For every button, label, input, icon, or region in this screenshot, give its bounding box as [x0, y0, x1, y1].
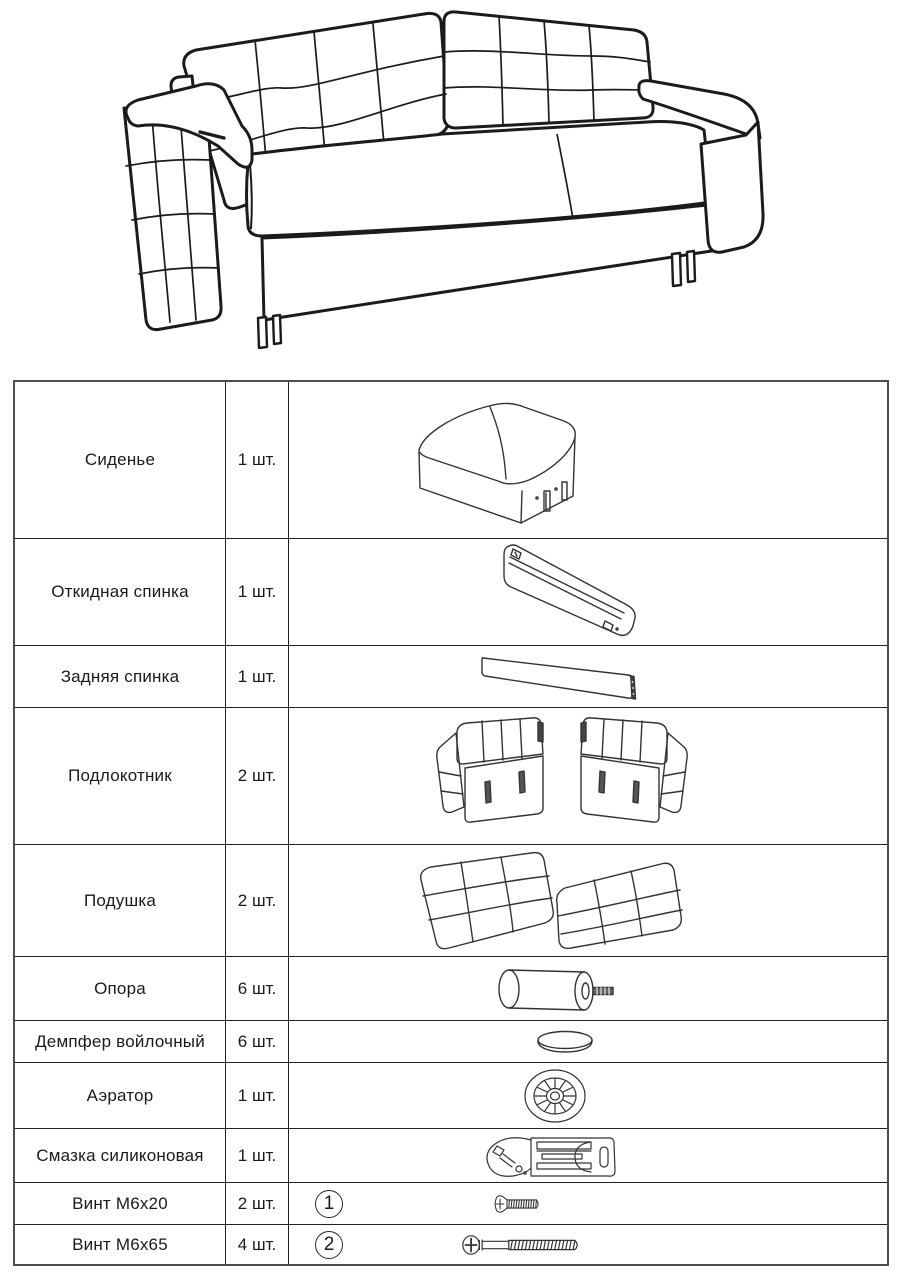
part-qty: 1 шт.	[226, 1129, 289, 1183]
table-row	[15, 1063, 887, 1129]
marker-2-badge: 2	[315, 1231, 343, 1259]
part-qty: 1 шт.	[226, 539, 289, 646]
table-row	[15, 957, 887, 1021]
part-qty: 6 шт.	[226, 1021, 289, 1063]
screw-m6x65-cell	[289, 1225, 887, 1264]
part-name: Откидная спинка	[15, 539, 226, 646]
aerator-icon	[289, 1063, 887, 1129]
part-qty: 1 шт.	[226, 646, 289, 708]
part-qty: 6 шт.	[226, 957, 289, 1021]
table-row	[15, 1183, 887, 1225]
screw-m6x20-cell	[289, 1183, 887, 1225]
part-name: Подушка	[15, 845, 226, 957]
table-row	[15, 1021, 887, 1063]
cushion-pair-icon	[289, 845, 887, 957]
part-qty: 4 шт.	[226, 1225, 289, 1264]
part-name: Винт М6х20	[15, 1183, 226, 1225]
part-qty: 1 шт.	[226, 1063, 289, 1129]
table-row	[15, 1225, 887, 1264]
part-name: Подлокотник	[15, 708, 226, 845]
folding-backrest-icon	[289, 539, 887, 646]
part-name: Аэратор	[15, 1063, 226, 1129]
rear-panel-icon	[289, 646, 887, 708]
felt-damper-icon	[289, 1021, 887, 1063]
screw-m6x20-icon	[489, 1194, 543, 1214]
table-row	[15, 708, 887, 845]
table-row	[15, 539, 887, 646]
table-row	[15, 1129, 887, 1183]
table-row	[15, 382, 887, 539]
seat-block-icon	[289, 382, 887, 539]
marker-1-badge: 1	[315, 1190, 343, 1218]
part-name: Задняя спинка	[15, 646, 226, 708]
part-qty: 1 шт.	[226, 382, 289, 539]
sofa-illustration	[112, 4, 767, 349]
part-name: Демпфер войлочный	[15, 1021, 226, 1063]
part-name: Смазка силиконовая	[15, 1129, 226, 1183]
part-qty: 2 шт.	[226, 845, 289, 957]
part-name: Сиденье	[15, 382, 226, 539]
leg-support-icon	[289, 957, 887, 1021]
screw-m6x65-icon	[461, 1233, 585, 1257]
parts-table	[13, 380, 889, 1266]
silicone-grease-icon	[289, 1129, 887, 1183]
part-qty: 2 шт.	[226, 708, 289, 845]
table-row	[15, 646, 887, 708]
part-name: Винт М6х65	[15, 1225, 226, 1264]
armrest-pair-icon	[289, 708, 887, 845]
part-qty: 2 шт.	[226, 1183, 289, 1225]
table-row	[15, 845, 887, 957]
part-name: Опора	[15, 957, 226, 1021]
